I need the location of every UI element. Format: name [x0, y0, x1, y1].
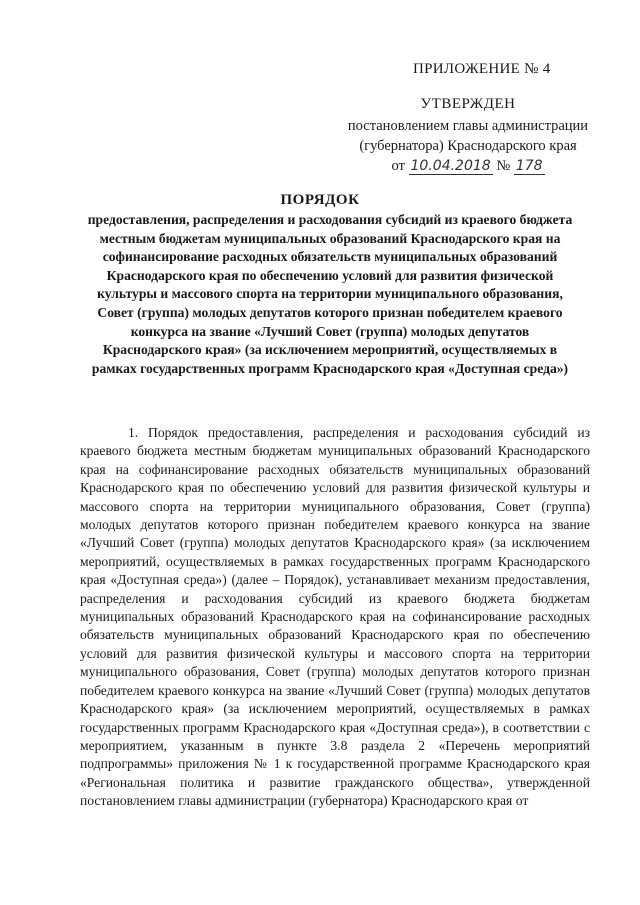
date-prefix: от	[391, 158, 405, 174]
number-prefix: №	[496, 158, 511, 174]
handwritten-date: 10.04.2018	[410, 158, 491, 174]
paragraph-1: 1. Порядок предоставления, распределения и расходования субсидий из краевого бюджета местным бюджетам муниципальных образований Краснодарского края на софинансирование расходных обязательств муниципальных образований Краснодарского края по обеспечению условий для развития физической культуры и массового спорта на территории муниципального образования, Совет (группа) молодых депутатов которого признан победителем краевого конкурса на звание «Лучший Совет (группа) молодых депутатов Краснодарского края» (за исключением мероприятий, осуществляемых в рамках государственных программ Краснодарского края «Доступная среда») (далее – Порядок), устанавливает механизм предоставления, распределения и расходования субсидий из краевого бюджета бюджетам муниципальных образований Краснодарского края на софинансирование расходных обязательств муниципальных образований Краснодарского края по обеспечению условий для развития физической культуры и массового спорта на территории муниципального образования, Совет (группа) молодых депутатов которого признан победителем краевого конкурса на звание «Лучший Совет (группа) молодых депутатов Краснодарского края» (за исключением мероприятий, осуществляемых в рамках государственных программ Краснодарского края «Доступная среда»), в соответствии с мероприятием, указанным в пункте 3.8 раздела 2 «Перечень мероприятий подпрограммы» приложения № 1 к государственной программе Краснодарского края «Региональная политика и развитие гражданского общества», утвержденной постановлением главы администрации (губернатора) Краснодарского края от	[80, 425, 590, 809]
approval-stamp-title: УТВЕРЖДЕН	[420, 96, 516, 112]
document-subtitle: предоставления, распределения и расходования субсидий из краевого бюджета местным бюджетам муниципальных образований Краснодарского края на софинансирование расходных обязательств муниципальных образований Краснодарского края по обеспечению условий для развития физической культуры и массового спорта на территории муниципального образования, Совет (группа) молодых депутатов которого признан победителем краевого конкурса на звание «Лучший Совет (группа) молодых депутатов Краснодарского края» (за исключением мероприятий, осуществляемых в рамках государственных программ Краснодарского края «Доступная среда»)	[87, 212, 573, 376]
approval-authority-line-2: (губернатора) Краснодарского края	[359, 138, 577, 154]
approval-block	[338, 94, 598, 176]
decree-date-number	[338, 156, 598, 176]
document-title: ПОРЯДОК	[280, 192, 360, 208]
approval-authority-line-1: постановлением главы администрации	[347, 118, 589, 134]
appendix-label: ПРИЛОЖЕНИЕ № 4	[413, 61, 551, 77]
handwritten-number: 178	[515, 158, 543, 174]
